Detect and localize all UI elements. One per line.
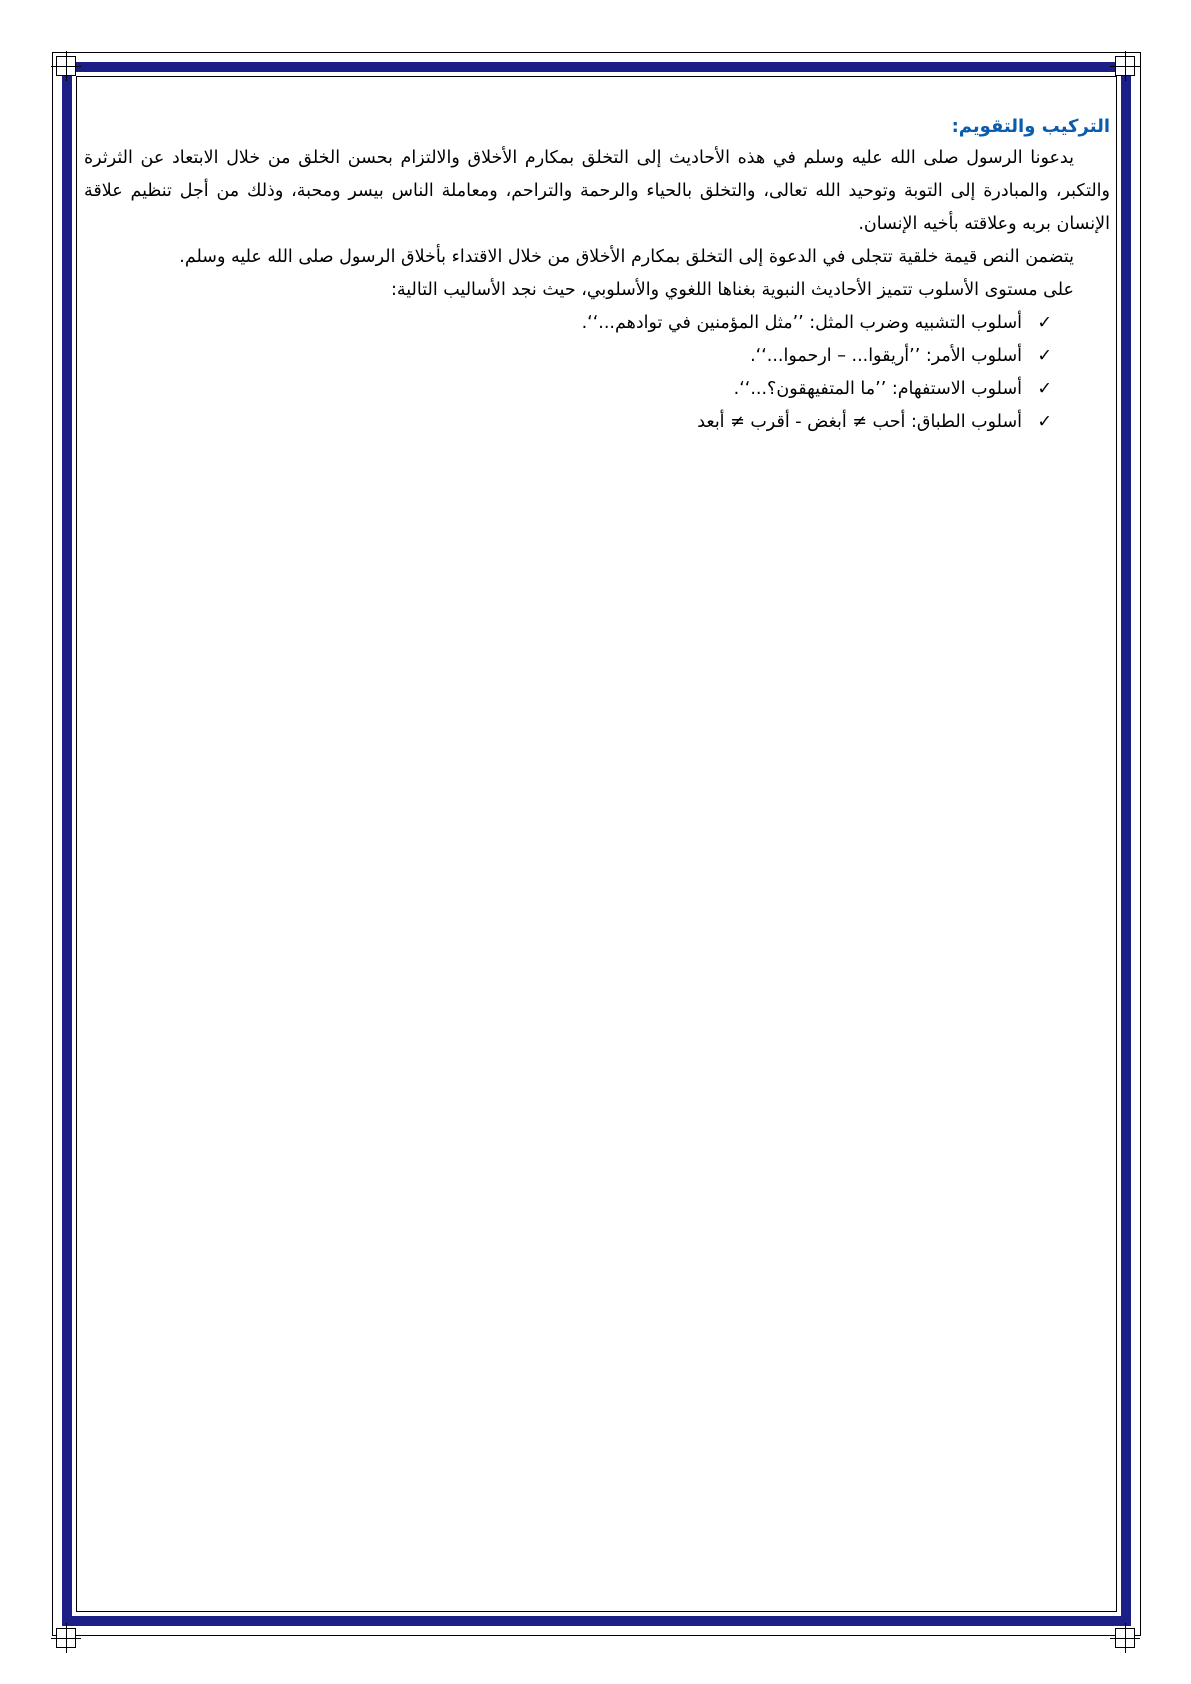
list-item-text: أسلوب الاستفهام: ’’ما المتفيهقون؟...‘‘. [733,379,1022,399]
section-heading: التركيب والتقويم: [951,116,1110,137]
paragraph-value: يتضمن النص قيمة خلقية تتجلى في الدعوة إلى التخلق بمكارم الأخلاق من خلال الاقتداء بأخلاق الرسول صلى الله عليه وسلم. [179,247,1074,267]
list-item [84,307,1052,340]
checkmark-icon: ✓ [1037,346,1052,366]
list-item [84,340,1052,373]
corner-ornament-bottom-left [56,1628,76,1648]
corner-ornament-top-left [56,56,76,76]
page-content [84,112,1110,439]
corner-ornament-top-right [1115,56,1135,76]
list-item-text: أسلوب التشبيه وضرب المثل: ’’مثل المؤمنين في توادهم...‘‘. [581,313,1022,333]
corner-ornament-bottom-right [1115,1628,1135,1648]
list-item [84,373,1052,406]
checkmark-icon: ✓ [1037,412,1052,432]
checkmark-icon: ✓ [1037,379,1052,399]
list-item [84,406,1052,439]
checkmark-icon: ✓ [1037,313,1052,333]
paragraph-summary: يدعونا الرسول صلى الله عليه وسلم في هذه الأحاديث إلى التخلق بمكارم الأخلاق والالتزام بحسن الخلق من خلال الابتعاد عن الثرثرة والتكبر، والمبادرة إلى التوبة وتوحيد الله تعالى، والتخلق بالحياء والرحمة والتراحم، ومعاملة الناس بيسر ومحبة، وذلك من أجل تنظيم علاقة الإنسان بربه وعلاقته بأخيه الإنسان. [84,148,1110,234]
paragraph-style-intro: على مستوى الأسلوب تتميز الأحاديث النبوية بغناها اللغوي والأسلوبي، حيث نجد الأساليب التالية: [390,280,1074,300]
styles-list [84,307,1110,439]
list-item-text: أسلوب الطباق: أحب ≠ أبغض - أقرب ≠ أبعد [697,412,1022,432]
list-item-text: أسلوب الأمر: ’’أريقوا... – ارحموا...‘‘. [750,346,1022,366]
